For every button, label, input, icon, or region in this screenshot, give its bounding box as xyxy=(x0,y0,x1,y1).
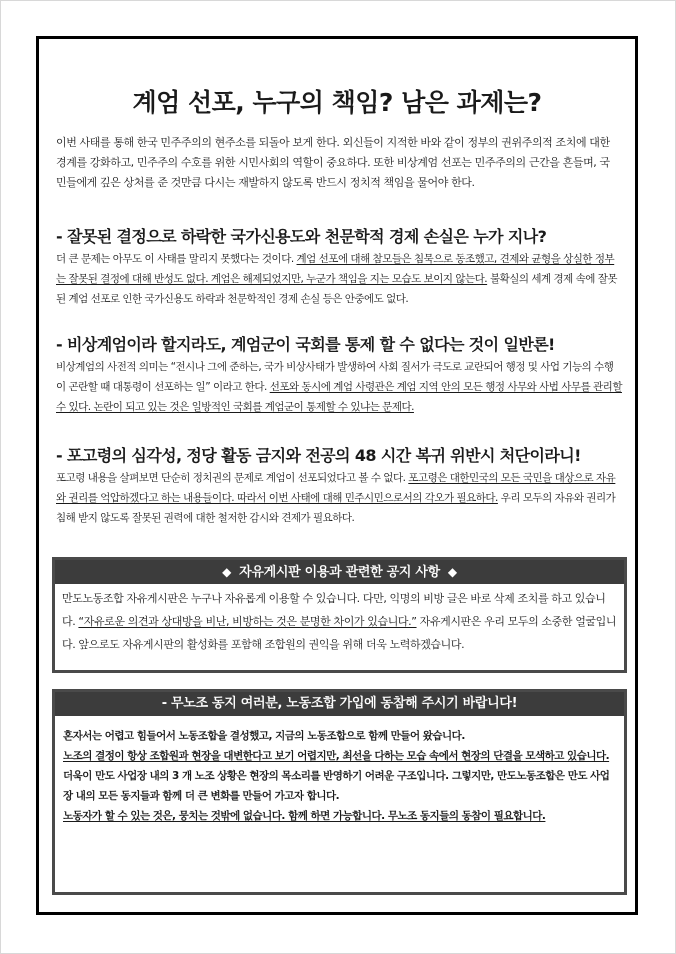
notice-header xyxy=(55,560,624,584)
section-heading: - 포고령의 심각성, 정당 활동 금지와 전공의 48 시간 복귀 위반시 처단이라니! xyxy=(56,446,581,465)
section-credit-rating xyxy=(56,225,622,309)
underlined-text: 포고령은 대한민국의 모든 국민을 대상으로 자유와 권리를 억압하겠다고 하는 내용들이다. 따라서 이번 사태에 대해 민주시민으로서의 각오가 필요하다. xyxy=(56,472,616,504)
union-body xyxy=(55,716,624,826)
section-body: 포고령 내용을 살펴보면 단순히 정치권의 문제로 계엄이 선포되었다고 볼 수 없다. 포고령은 대한민국의 모든 국민을 대상으로 자유와 권리를 억압하겠다고 하는 내용들이다. 따라서 이번 사태에 대해 민주시민으로서의 각오가 필요하다. 우리 모두의 자유와 권리가 침해 받지 않도록 잘못된 권력에 대한 철저한 감시와 견제가 필요하다. xyxy=(56,472,616,524)
section-martial-law xyxy=(56,333,622,417)
underlined-text: 계엄 선포에 대해 참모들은 침묵으로 동조했고, 견제와 균형을 상실한 정부는 잘못된 결정에 대해 반성도 없다. 계엄은 해제되었지만, 누군가 책임을 지는 모습도 보이지 않는다. xyxy=(56,253,615,285)
document-frame xyxy=(36,36,638,915)
section-body: 더 큰 문제는 아무도 이 사태를 말리지 못했다는 것이다. 계엄 선포에 대해 참모들은 침묵으로 동조했고, 견제와 균형을 상실한 정부는 잘못된 결정에 대해 반성도 없다. 계엄은 해제되었지만, 누군가 책임을 지는 모습도 보이지 않는다. 불확실의 세계 경제 속에 잘못된 계엄 선포로 인한 국가신용도 하락과 천문학적인 경제 손실 등은 안중에도 없다. xyxy=(56,253,618,305)
intro-paragraph: 이번 사태를 통해 한국 민주주의의 현주소를 되돌아 보게 한다. 외신들이 지적한 바와 같이 정부의 권위주의적 조치에 대한 경계를 강화하고, 민주주의 수호를 위한 시민사회의 역할이 중요하다. 또한 비상계엄 선포는 민주주의의 근간을 흔들며, 국민들에게 깊은 상처를 준 것만큼 다시는 재발하지 않도록 반드시 정치적 책임을 물어야 한다. xyxy=(56,136,610,189)
diamond-icon: ◆ xyxy=(447,565,457,579)
bulletin-notice-box xyxy=(52,557,627,673)
union-header: - 무노조 동지 여러분, 노동조합 가입에 동참해 주시기 바랍니다! xyxy=(55,692,624,716)
underlined-text: 선포와 동시에 계엄 사령관은 계엄 지역 안의 모든 행정 사무와 사법 사무를 관리할 수 있다. 논란이 되고 있는 것은 일방적인 국회를 계엄군이 통제할 수 있냐는 문제다. xyxy=(56,381,622,413)
union-paragraph-underlined: 노동자가 할 수 있는 것은, 뭉치는 것밖에 없습니다. 함께 하면 가능합니다. 무노조 동지들의 동참이 필요합니다. xyxy=(63,810,546,822)
section-heading: - 잘못된 결정으로 하락한 국가신용도와 천문학적 경제 손실은 누가 지나? xyxy=(56,227,547,246)
underlined-text: “자유로운 의견과 상대방을 비난, 비방하는 것은 분명한 차이가 있습니다.” xyxy=(78,615,417,628)
union-join-box xyxy=(52,689,627,895)
page-title: 계엄 선포, 누구의 책임? 남은 과제는? xyxy=(132,88,542,117)
section-decree xyxy=(56,444,622,528)
union-paragraph: 더욱이 만도 사업장 내의 3 개 노조 상황은 현장의 목소리를 반영하기 어려운 구조입니다. 그렇지만, 만도노동조합은 만도 사업장 내의 모든 동지들과 함께 더 큰 변화를 만들어 가고자 합니다. xyxy=(63,770,610,802)
union-paragraph-underlined: 노조의 결정이 항상 조합원과 현장을 대변한다고 보기 어렵지만, 최선을 다하는 모습 속에서 현장의 단결을 모색하고 있습니다. xyxy=(63,750,610,762)
section-heading: - 비상계엄이라 할지라도, 계엄군이 국회를 통제 할 수 없다는 것이 일반론! xyxy=(56,335,555,354)
notice-title: 자유게시판 이용과 관련한 공지 사항 xyxy=(239,565,440,580)
diamond-icon: ◆ xyxy=(222,565,232,579)
section-body: 비상계엄의 사전적 의미는 “전시나 그에 준하는, 국가 비상사태가 발생하여 사회 질서가 극도로 교란되어 행정 및 사업 기능의 수행이 곤란할 때 대통령이 선포하는 일” 이라고 한다. 선포와 동시에 계엄 사령관은 계엄 지역 안의 모든 행정 사무와 사법 사무를 관리할 수 있다. 논란이 되고 있는 것은 일방적인 국회를 계엄군이 통제할 수 있냐는 문제다. xyxy=(56,361,622,413)
union-paragraph: 혼자서는 어렵고 힘들어서 노동조합을 결성했고, 지금의 노동조합으로 함께 만들어 왔습니다. xyxy=(63,730,465,742)
notice-body: 만도노동조합 자유게시판은 누구나 자유롭게 이용할 수 있습니다. 다만, 익명의 비방 글은 바로 삭제 조치를 하고 있습니다. “자유로운 의견과 상대방을 비난, 비방하는 것은 분명한 차이가 있습니다.” 자유게시판은 우리 모두의 소중한 얼굴입니다. 앞으로도 자유게시판의 활성화를 포함해 조합원의 권익을 위해 더욱 노력하겠습니다. xyxy=(62,592,617,651)
